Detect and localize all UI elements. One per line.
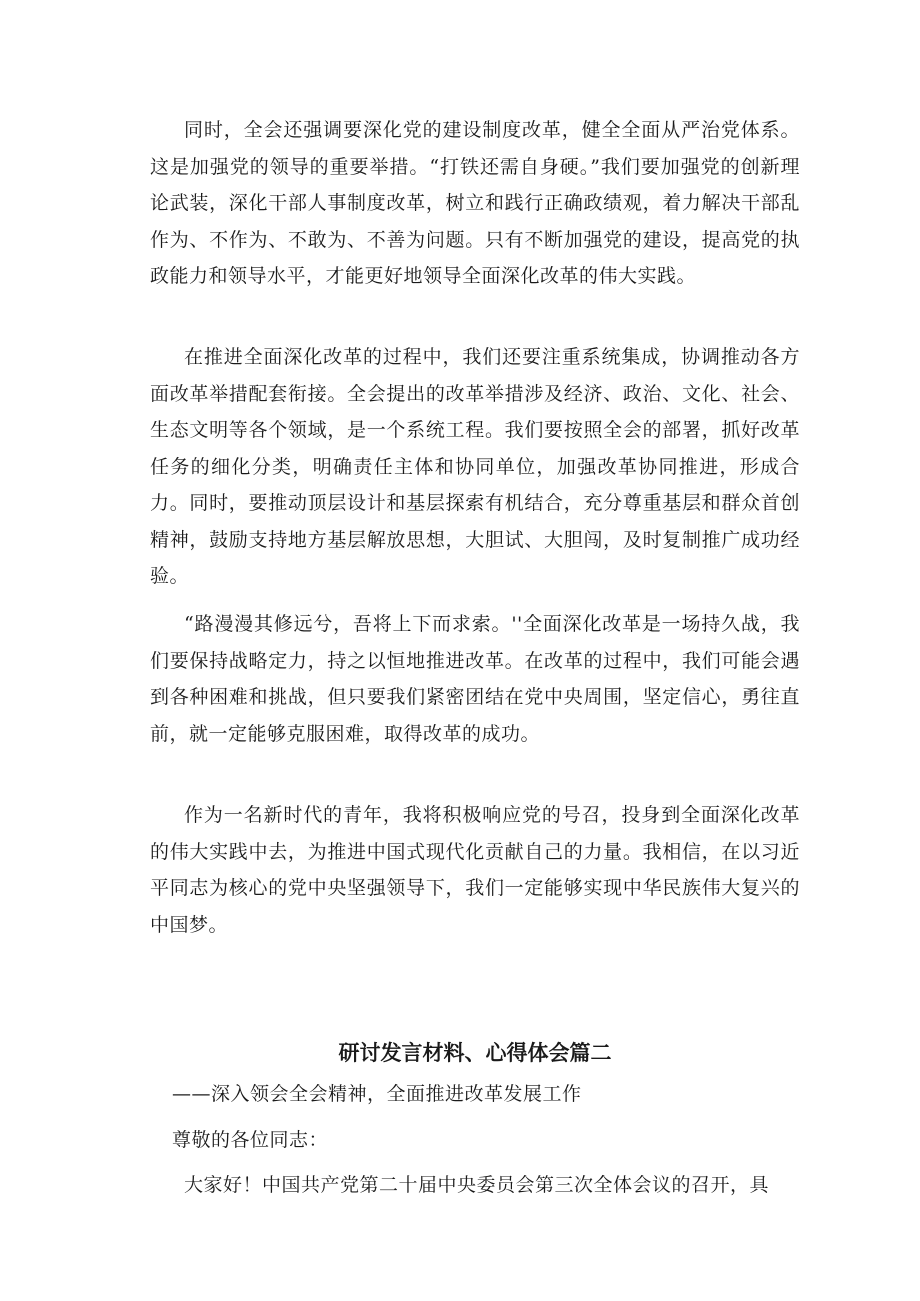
section-title: 研讨发言材料、心得体会篇二	[338, 1041, 612, 1065]
section-subtitle: ——深入领会全会精神，全面推进改革发展工作	[172, 1083, 582, 1105]
body-paragraph-2: 在推进全面深化改革的过程中，我们还要注重系统集成，协调推动各方面改革举措配套衔接。全会提出的改革举措涉及经济、政治、文化、社会、生态文明等各个领域，是一个系统工程。我们要按照全会的部署，抓好改革任务的细化分类，明确责任主体和协同单位，加强改革协同推进，形成合力。同时，要推动顶层设计和基层探索有机结合，充分尊重基层和群众首创精神，鼓励支持地方基层解放思想，大胆试、大胆闯，及时复制推广成功经验。	[150, 346, 800, 587]
body-paragraph-4: 作为一名新时代的青年，我将积极响应党的号召，投身到全面深化改革的伟大实践中去，为推进中国式现代化贡献自己的力量。我相信，在以习近平同志为核心的党中央坚强领导下，我们一定能够实现中华民族伟大复兴的中国梦。	[150, 804, 800, 936]
opening-line: 大家好！中国共产党第二十届中央委员会第三次全体会议的召开，具	[184, 1174, 770, 1196]
body-paragraph-1: 同时，全会还强调要深化党的建设制度改革，健全全面从严治党体系。这是加强党的领导的重要举措。“打铁还需自身硬。”我们要加强党的创新理论武装，深化干部人事制度改革，树立和践行正确政绩观，着力解决干部乱作为、不作为、不敢为、不善为问题。只有不断加强党的建设，提高党的执政能力和领导水平，才能更好地领导全面深化改革的伟大实践。	[150, 119, 800, 287]
body-paragraph-3: “路漫漫其修远兮，吾将上下而求索。''全面深化改革是一场持久战，我们要保持战略定力，持之以恒地推进改革。在改革的过程中，我们可能会遇到各种困难和挑战，但只要我们紧密团结在党中央周围，坚定信心，勇往直前，就一定能够克服困难，取得改革的成功。	[150, 613, 800, 745]
salutation: 尊敬的各位同志：	[172, 1129, 329, 1151]
